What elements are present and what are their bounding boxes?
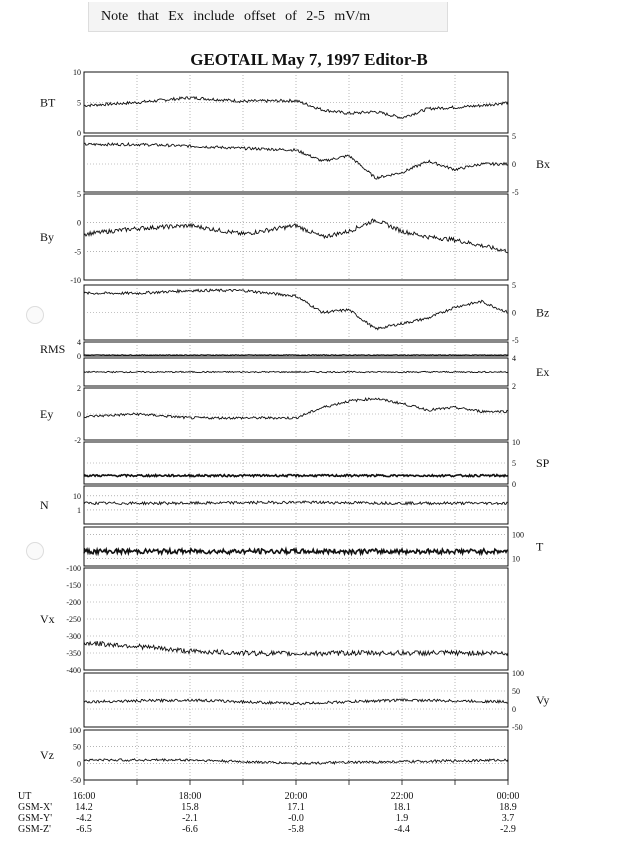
axis-name-n: N — [40, 498, 49, 512]
footer-ut: 18:00 — [178, 791, 202, 802]
footer-gsm-x: 17.1 — [287, 802, 305, 813]
axis-name-bz: Bz — [536, 305, 550, 320]
tick-label: 10 — [512, 438, 520, 447]
footer-ut: 20:00 — [284, 791, 308, 802]
series-ex — [84, 371, 508, 372]
tick-label: -5 — [74, 247, 81, 257]
footer-gsm-y: -2.1 — [182, 813, 198, 824]
tick-label: 0 — [512, 160, 516, 169]
axis-name-sp: SP — [536, 456, 550, 470]
tick-label: -5 — [512, 336, 519, 345]
tick-label: 0 — [77, 352, 81, 361]
tick-label: -50 — [512, 723, 523, 732]
tick-label: -200 — [66, 598, 81, 607]
footer-gsm-y: 3.7 — [501, 813, 515, 824]
tick-label: 100 — [512, 669, 524, 678]
tick-label: 0 — [512, 480, 516, 489]
tick-label: 0 — [77, 218, 81, 228]
tick-label: 0 — [512, 705, 516, 714]
footer-gsm-z: -6.6 — [182, 824, 198, 835]
axis-name-ex: Ex — [536, 365, 550, 379]
footer-ut: 00:00 — [496, 791, 520, 802]
tick-label: -100 — [66, 564, 81, 573]
axis-name-rms: RMS — [40, 342, 66, 356]
chart-title: GEOTAIL May 7, 1997 Editor-B — [190, 50, 428, 69]
axis-name-ey: Ey — [40, 407, 54, 421]
footer-gsm-z: -6.5 — [76, 824, 92, 835]
tick-label: -350 — [66, 649, 81, 658]
tick-label: -5 — [512, 188, 519, 197]
tick-label: 2 — [512, 382, 516, 391]
footer-gsm-x: 14.2 — [75, 802, 93, 813]
footer-row-label: GSM-Y' — [18, 813, 53, 824]
footer-gsm-x: 18.1 — [393, 802, 411, 813]
tick-label: 4 — [512, 354, 516, 363]
footer-gsm-x: 15.8 — [181, 802, 199, 813]
footer-ut: 22:00 — [390, 791, 414, 802]
footer-row-label: GSM-Z' — [18, 824, 51, 835]
tick-label: 100 — [69, 726, 81, 735]
axis-name-vz: Vz — [40, 748, 54, 762]
tick-label: 10 — [73, 68, 81, 77]
axis-name-t: T — [536, 539, 544, 554]
footer-gsm-z: -2.9 — [500, 824, 516, 835]
axis-name-by: By — [40, 230, 55, 244]
series-rms — [84, 355, 508, 356]
footer-ut: 16:00 — [72, 791, 96, 802]
tick-label: 0 — [512, 308, 516, 318]
tick-label: 5 — [77, 190, 81, 199]
axis-name-bx: Bx — [536, 157, 551, 171]
axis-name-vy: Vy — [536, 693, 550, 707]
tick-label: 50 — [73, 742, 81, 752]
tick-label: 5 — [512, 459, 516, 468]
tick-label: 5 — [512, 281, 516, 290]
footer-gsm-y: 1.9 — [395, 813, 409, 824]
tick-label: -250 — [66, 615, 81, 624]
tick-label: -300 — [66, 632, 81, 641]
tick-label: -2 — [74, 436, 81, 445]
tick-label: -400 — [66, 666, 81, 675]
axis-name-bt: BT — [40, 95, 56, 110]
footer-row-label: UT — [18, 791, 32, 802]
series-t — [84, 549, 508, 554]
tick-label: 2 — [77, 384, 81, 393]
tick-label: 0 — [77, 410, 81, 419]
footer-gsm-x: 18.9 — [499, 802, 517, 813]
footer-gsm-y: -4.2 — [76, 813, 92, 824]
series-sp — [84, 475, 508, 477]
tick-label: 5 — [77, 98, 81, 108]
tick-label: 100 — [512, 530, 524, 540]
axis-name-vx: Vx — [40, 612, 55, 626]
footer-gsm-y: -0.0 — [288, 813, 304, 824]
tick-label: -150 — [66, 581, 81, 590]
series-ey — [84, 398, 508, 419]
tick-label: -10 — [70, 276, 81, 285]
tick-label: 4 — [77, 338, 81, 347]
tick-label: -50 — [70, 776, 81, 785]
tick-label: 0 — [77, 129, 81, 138]
tick-label: 1 — [77, 505, 81, 515]
tick-label: 5 — [512, 132, 516, 141]
footer-row-label: GSM-X' — [18, 802, 53, 813]
footer-gsm-z: -4.4 — [394, 824, 410, 835]
tick-label: 10 — [512, 554, 520, 564]
tick-label: 0 — [77, 759, 81, 769]
footer-gsm-z: -5.8 — [288, 824, 304, 835]
note-banner: Note that Ex include offset of 2-5 mV/m — [88, 2, 448, 32]
tick-label: 50 — [512, 687, 520, 696]
tick-label: 10 — [73, 491, 81, 501]
